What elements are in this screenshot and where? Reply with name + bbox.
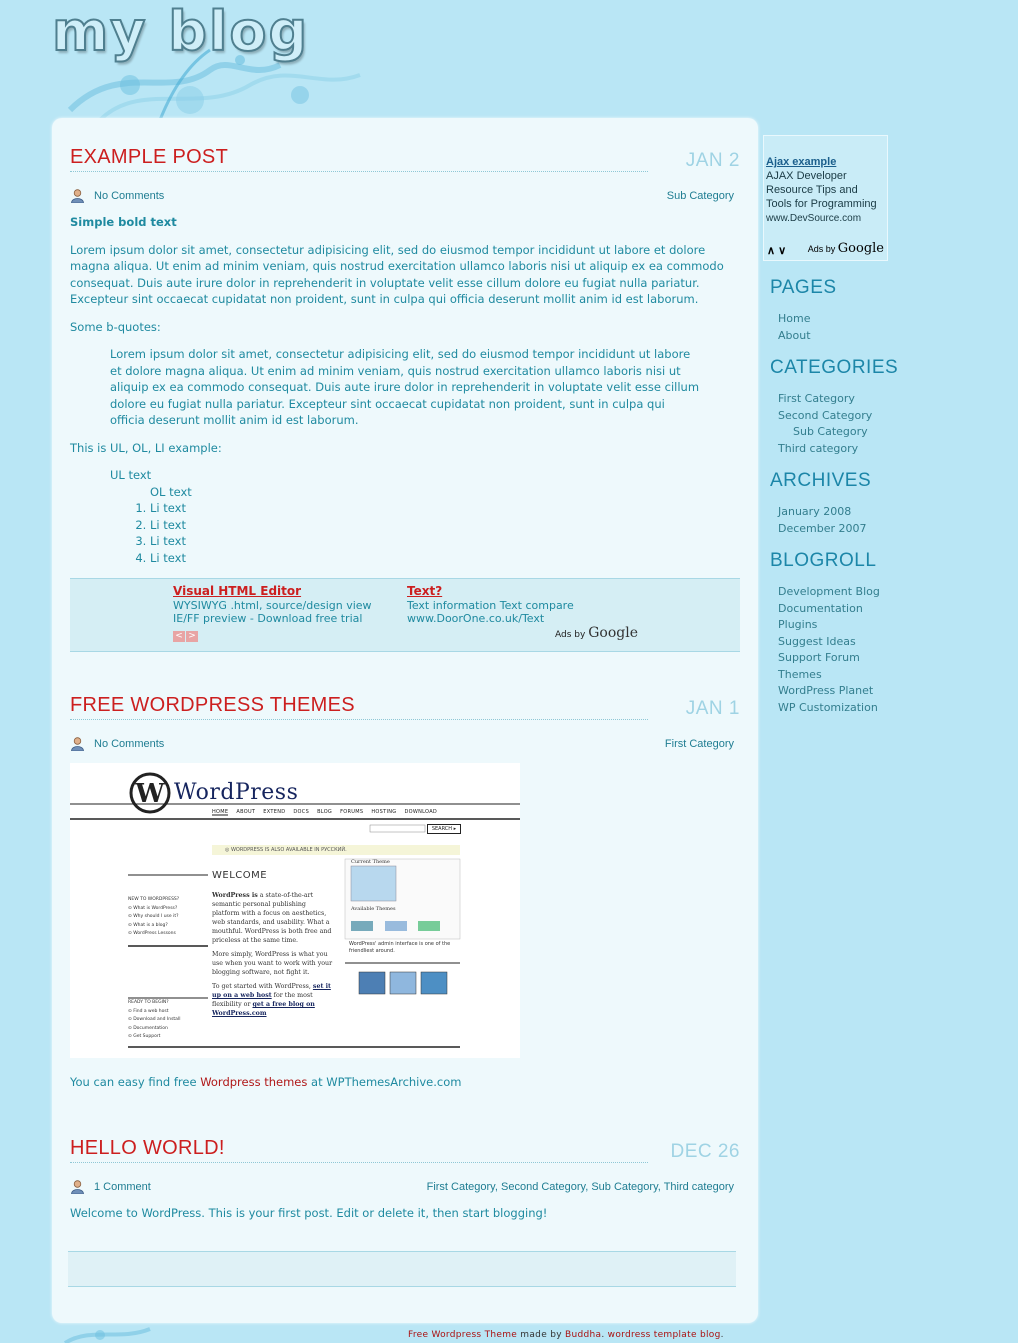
- user-icon: [70, 188, 85, 203]
- post-paragraph: You can easy find free Wordpress themes at WPThemesArchive.com: [70, 1075, 462, 1089]
- ordered-list: [70, 500, 740, 566]
- blockquote: Lorem ipsum dolor sit amet, consectetur adipisicing elit, sed do eiusmod tempor incididunt ut labore et dolore magna aliqua. Ut enim ad minim veniam, quis nostrud exercitation ullamco laboris nisi ut aliquip ex ea commodo consequat. Duis aute irure dolor in reprehenderit in voluptate velit esse cillum dolore eu fugiat nulla pariatur. Excepteur sint occaecat cupidatat non proident, sunt in culpa qui officia deserunt mollit anim id est laborum.: [110, 347, 700, 427]
- wp-notice: ◎ WORDPRESS IS ALSO AVAILABLE IN РУССКИЙ.: [225, 847, 347, 853]
- header: [0, 0, 1018, 118]
- wp-search-button: SEARCH ▸: [427, 824, 461, 834]
- sidebar-ad-body: AJAX Developer Resource Tips and Tools for Programming: [766, 170, 877, 210]
- ad-title-link[interactable]: Visual HTML Editor: [173, 584, 302, 598]
- post-date: JAN 2: [685, 150, 740, 171]
- category-link[interactable]: Third category: [663, 1181, 734, 1193]
- category-link[interactable]: Sub Category: [793, 425, 868, 438]
- bquotes-label: Some b-quotes:: [70, 319, 161, 334]
- next-arrow-icon[interactable]: >: [186, 631, 198, 642]
- ad-unit: [173, 585, 372, 626]
- post-free-themes: [70, 694, 740, 1102]
- footer-template-link[interactable]: wordress template blog: [607, 1330, 721, 1340]
- blogroll-link[interactable]: Documentation: [778, 601, 863, 615]
- ads-by-google[interactable]: Ads by Google: [807, 241, 884, 256]
- blogroll-link[interactable]: Themes: [778, 667, 822, 681]
- wp-current-theme: Current Theme: [351, 859, 390, 865]
- category-link[interactable]: Sub Category: [591, 1181, 658, 1193]
- categories-list: [763, 391, 1003, 457]
- comments-link[interactable]: 1 Comment: [94, 1181, 151, 1193]
- blogroll-link[interactable]: WordPress Planet: [778, 684, 874, 697]
- category-link[interactable]: First Category: [664, 738, 734, 750]
- wp-welcome: WELCOME: [212, 870, 268, 881]
- ad-unit: [407, 585, 574, 626]
- wp-main-text: WordPress is a state-of-the-art semantic personal publishing platform with a focus on aesthetics, web standards, and usability. What a mouthful. WordPress is both free and priceless at the same time. More simply, WordPress is what you use when you want to work with your blogging software, not fight it. To get started with WordPress, set it up on a web host for the most flexibility or get a free blog on WordPress.com: [212, 892, 333, 1017]
- post-paragraph: Lorem ipsum dolor sit amet, consectetur adipisicing elit, sed do eiusmod tempor incididunt ut labore et dolore magna aliqua. Ut enim ad minim veniam, quis nostrud exercitation ullamco laboris nisi ut aliquip ex ea commodo consequat. Duis aute irure dolor in reprehenderit in voluptate velit esse cillum dolore eu fugiat nulla pariatur. Excepteur sint occaecat cupidatat non proident, sunt in culpa qui officia deserunt mollit anim id est laborum.: [70, 242, 724, 306]
- categories-heading: CATEGORIES: [770, 357, 899, 378]
- comments-link[interactable]: No Comments: [94, 738, 165, 750]
- list-item: 2. Li text: [150, 517, 740, 534]
- post-title[interactable]: EXAMPLE POST: [70, 146, 648, 172]
- footer-author-link[interactable]: Buddha: [565, 1330, 602, 1340]
- page-link[interactable]: About: [778, 328, 811, 342]
- blogroll-link[interactable]: Suggest Ideas: [778, 634, 856, 648]
- blogroll-list: [763, 584, 1003, 716]
- bottom-ad-box: [68, 1251, 736, 1287]
- sidebar: [763, 135, 1003, 716]
- wordpress-themes-link[interactable]: Wordpress themes: [200, 1075, 308, 1089]
- footer-credit: Free Wordpress Theme made by Buddha. wordress template blog.: [408, 1330, 724, 1340]
- prev-arrow-icon[interactable]: <: [173, 631, 185, 642]
- category-link[interactable]: Sub Category: [666, 190, 734, 202]
- svg-text:W: W: [135, 779, 165, 809]
- bold-text: Simple bold text: [70, 215, 177, 229]
- category-link[interactable]: First Category: [426, 1181, 495, 1193]
- user-icon: [70, 1179, 85, 1194]
- comments-link[interactable]: No Comments: [94, 190, 165, 202]
- post-hello-world: [70, 1137, 740, 1233]
- wp-nav: HOME ABOUT EXTEND DOCS BLOG FORUMS HOSTING DOWNLOAD: [212, 809, 438, 815]
- ad-line: www.DoorOne.co.uk/Text: [407, 612, 545, 625]
- post-title[interactable]: FREE WORDPRESS THEMES: [70, 694, 648, 720]
- blogroll-link[interactable]: Development Blog: [778, 585, 880, 598]
- archive-link[interactable]: January 2008: [778, 505, 852, 518]
- archives-heading: ARCHIVES: [770, 470, 872, 491]
- blogroll-link[interactable]: Support Forum: [778, 651, 860, 664]
- main-content: [52, 118, 758, 1323]
- category-links: First Category, Second Category, Sub Category, Third category: [426, 1181, 734, 1193]
- ad-nav: [173, 628, 199, 642]
- ad-line: Text information Text compare: [407, 598, 574, 612]
- footer-theme-link[interactable]: Free Wordpress Theme: [408, 1330, 518, 1340]
- ul-text: UL text: [110, 468, 152, 482]
- ad-line: WYSIWYG .html, source/design view: [173, 598, 372, 612]
- user-icon: [70, 736, 85, 751]
- archive-link[interactable]: December 2007: [778, 521, 867, 535]
- pages-heading: PAGES: [770, 277, 837, 298]
- blog-logo[interactable]: my blog: [52, 0, 310, 63]
- blogroll-heading: BLOGROLL: [770, 550, 877, 571]
- category-link[interactable]: Second Category: [501, 1181, 586, 1193]
- blogroll-link[interactable]: WP Customization: [778, 700, 878, 714]
- post-title[interactable]: HELLO WORLD!: [70, 1137, 648, 1163]
- post-example: [70, 146, 740, 652]
- ad-title-link[interactable]: Text?: [407, 584, 443, 598]
- wordpress-screenshot: [70, 763, 520, 1058]
- wp-brand: WordPress: [174, 780, 299, 805]
- post-date: JAN 1: [685, 698, 740, 719]
- list-label: This is UL, OL, LI example:: [70, 440, 222, 455]
- archives-list: [763, 504, 1003, 537]
- list-item: 3. Li text: [150, 533, 740, 550]
- wp-caption: WordPress' admin interface is one of the friendliest around.: [349, 941, 451, 954]
- list-item: 1. Li text: [150, 500, 740, 517]
- post-date: DEC 26: [670, 1141, 740, 1162]
- category-link[interactable]: First Category: [778, 392, 855, 405]
- category-link[interactable]: Second Category: [778, 408, 873, 422]
- wp-available-themes: Available Themes: [351, 906, 396, 912]
- sidebar-ad: [763, 135, 888, 261]
- sidebar-ad-title[interactable]: Ajax example: [766, 156, 837, 168]
- page-link[interactable]: Home: [778, 312, 811, 325]
- ad-line: IE/FF preview - Download free trial: [173, 612, 363, 625]
- blogroll-link[interactable]: Plugins: [778, 618, 818, 631]
- sidebar-ad-url: www.DevSource.com: [766, 213, 862, 224]
- sidebar-ad-nav[interactable]: ∧ ∨: [767, 245, 787, 257]
- wp-ready-section: READY TO BEGIN? ⊙ Find a web host ⊙ Download and Install ⊙ Documentation ⊙ Get Support: [128, 1000, 181, 1039]
- footer-swirl-decoration: [60, 1325, 180, 1343]
- list-item: 4. Li text: [150, 550, 740, 567]
- wp-new-section: NEW TO WORDPRESS? ⊙ What is WordPress? ⊙ Why should I use it? ⊙ What is a blog? ⊙ WordPress Lessons: [128, 897, 180, 936]
- post-paragraph: Welcome to WordPress. This is your first post. Edit or delete it, then start blogging!: [70, 1206, 548, 1220]
- pages-list: [763, 311, 1003, 344]
- inline-ad-box: [70, 578, 740, 652]
- category-link[interactable]: Third category: [778, 441, 859, 455]
- ads-by-google[interactable]: Ads by Google: [555, 625, 638, 641]
- ol-text: OL text: [150, 484, 192, 499]
